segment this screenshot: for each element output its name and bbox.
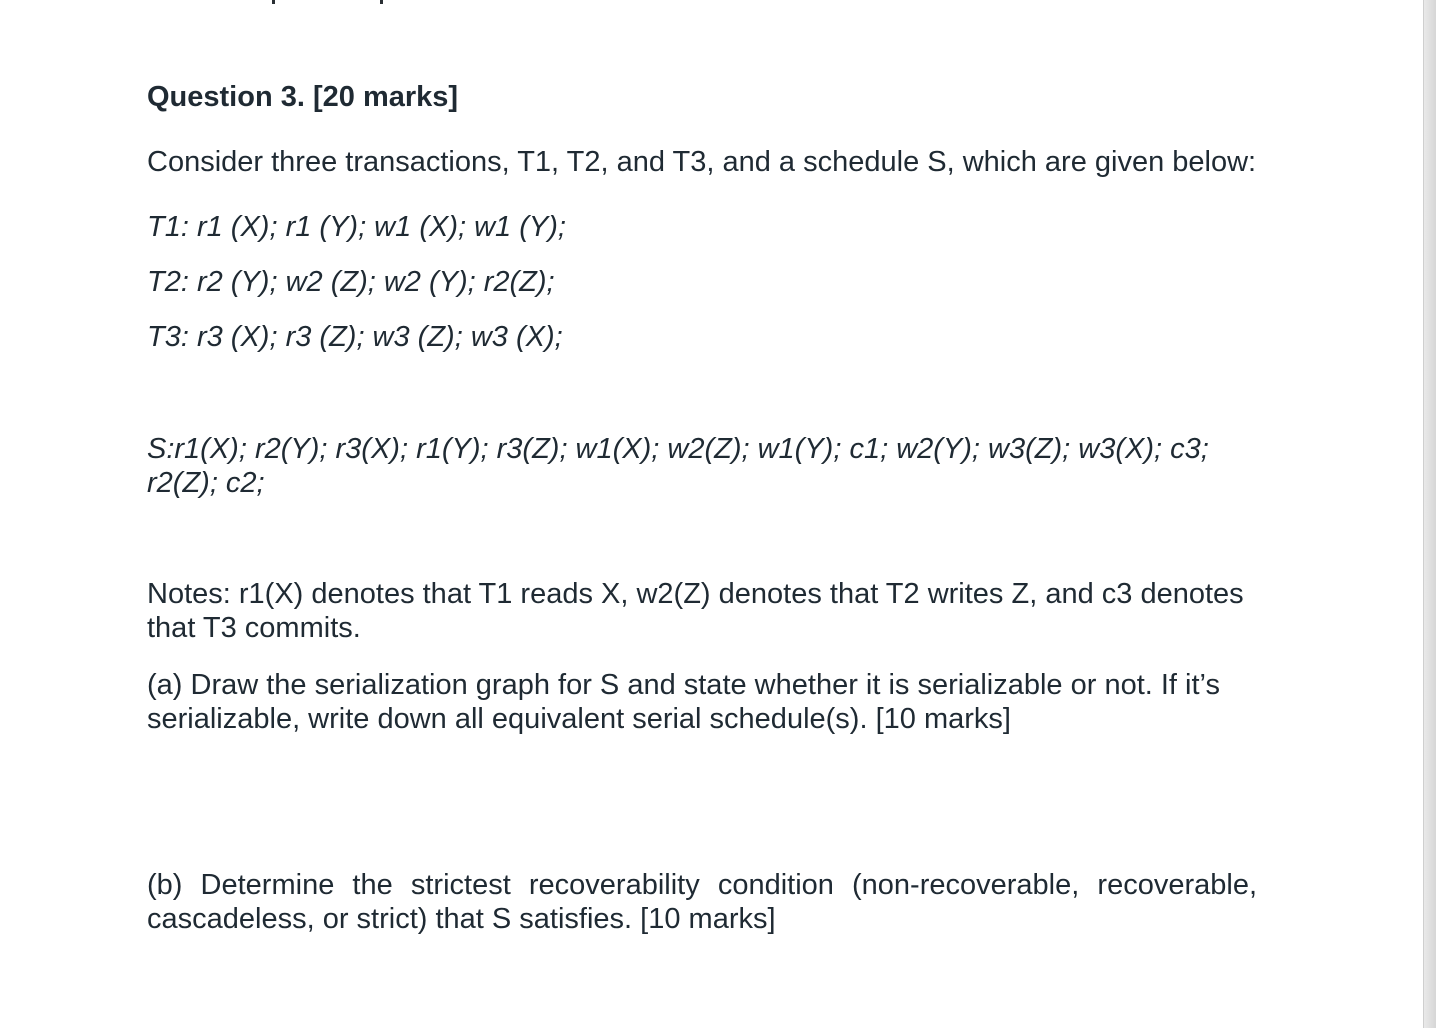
previous-content-remnant	[272, 0, 275, 4]
transaction-t2: T2: r2 (Y); w2 (Z); w2 (Y); r2(Z);	[147, 266, 555, 298]
question-heading: Question 3. [20 marks]	[147, 81, 459, 113]
transaction-t1: T1: r1 (X); r1 (Y); w1 (X); w1 (Y);	[147, 211, 566, 243]
part-a-question: (a) Draw the serialization graph for S and state whether it is serializable or not. If it’s serializable, write down all equivalent serial schedule(s). [10 marks]	[147, 669, 1220, 735]
transaction-t3: T3: r3 (X); r3 (Z); w3 (Z); w3 (X);	[147, 321, 563, 353]
notes-paragraph: Notes: r1(X) denotes that T1 reads X, w2(Z) denotes that T2 writes Z, and c3 denotes that T3 commits.	[147, 578, 1244, 644]
question-intro: Consider three transactions, T1, T2, and T3, and a schedule S, which are given below:	[147, 146, 1257, 178]
page-edge	[1423, 0, 1436, 1028]
schedule-s: S:r1(X); r2(Y); r3(X); r1(Y); r3(Z); w1(X); w2(Z); w1(Y); c1; w2(Y); w3(Z); w3(X); c3; r2(Z); c2;	[147, 433, 1209, 499]
part-b-question: (b) Determine the strictest recoverability condition (non-recoverable, recoverable, cascadeless, or strict) that S satisfies. [10 marks]	[147, 869, 1257, 935]
previous-content-remnant	[380, 0, 383, 4]
